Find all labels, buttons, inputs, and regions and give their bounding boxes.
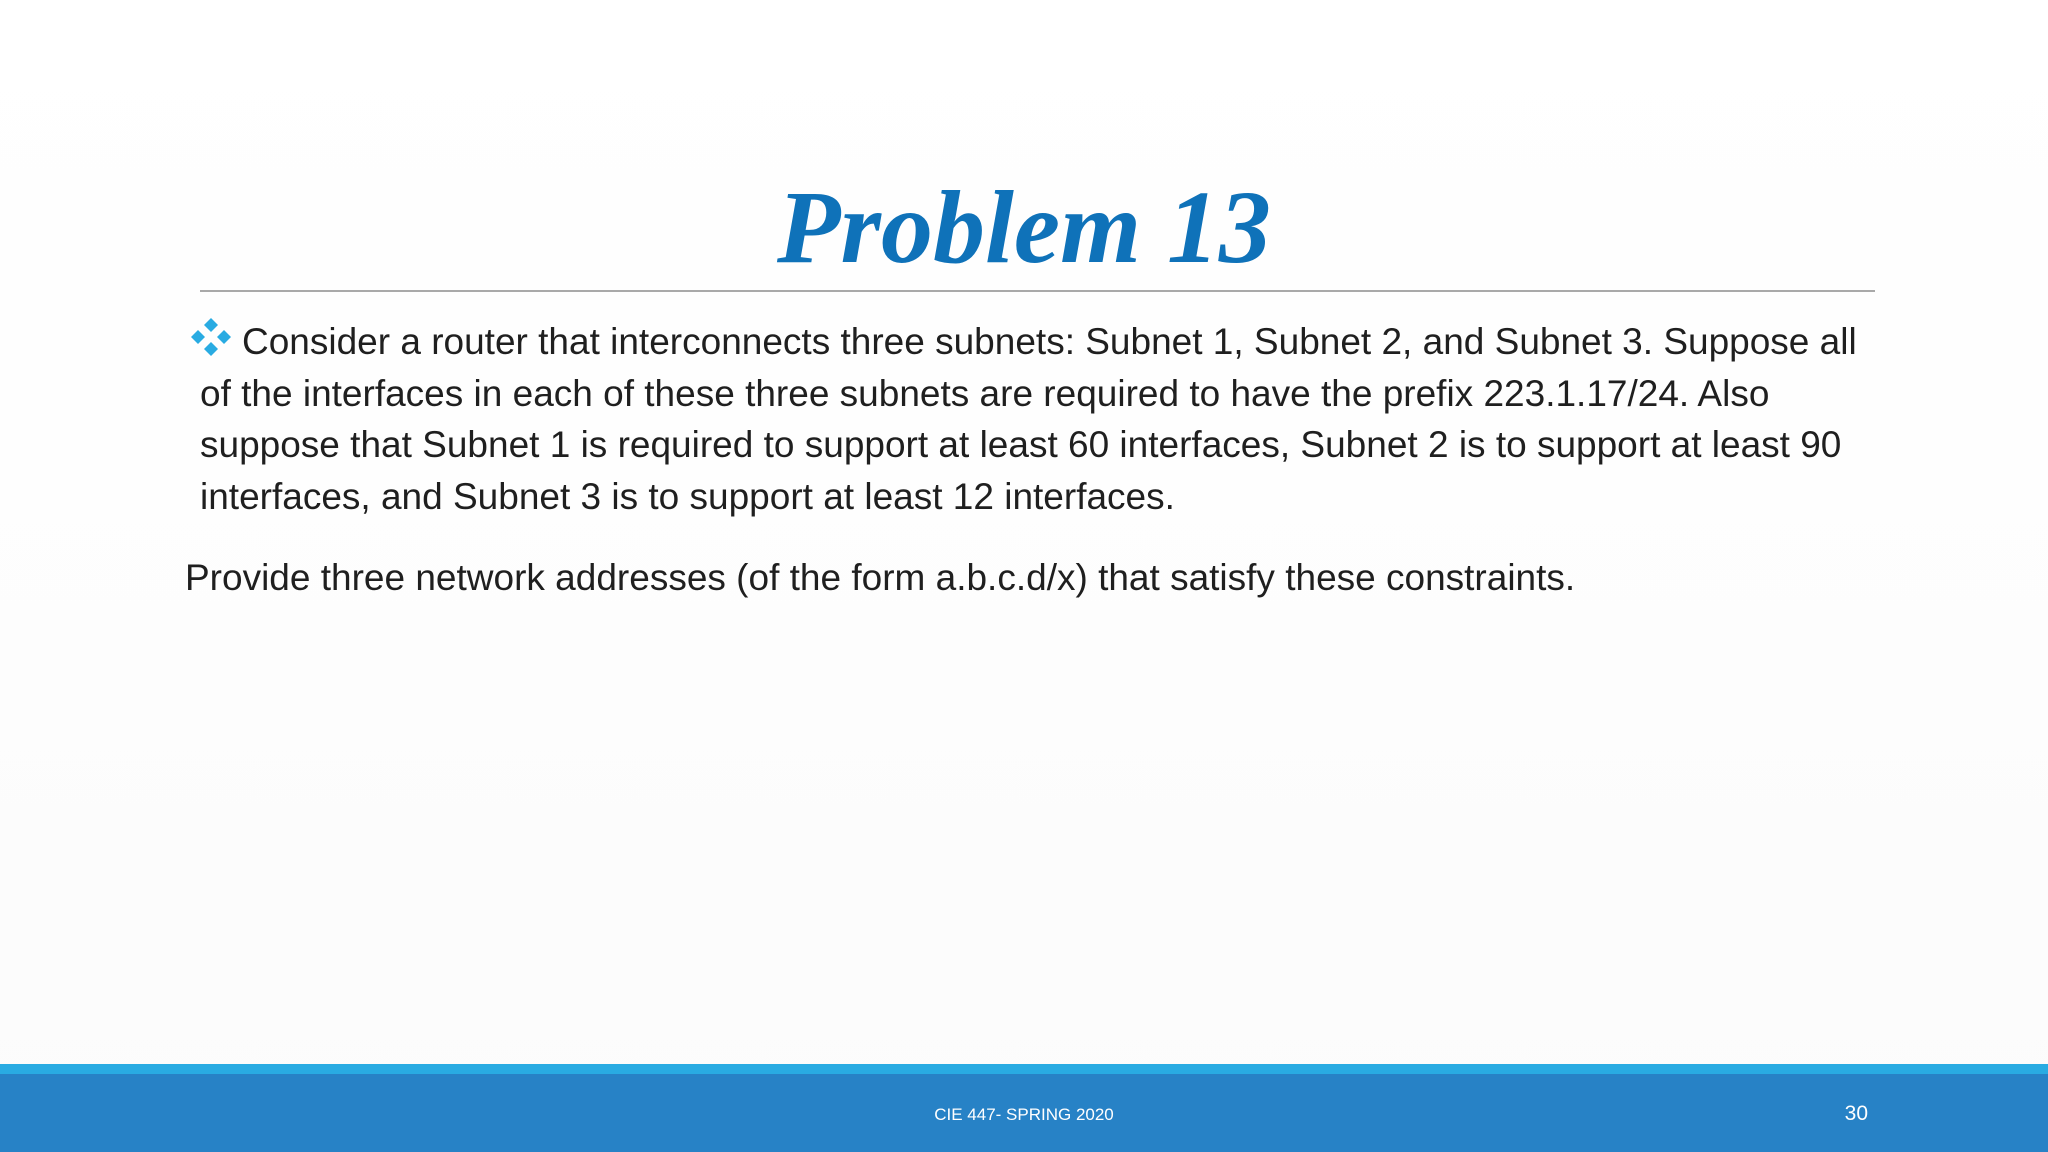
question-text: Provide three network addresses (of the form a.b.c.d/x) that satisfy these constraints. bbox=[185, 557, 1576, 598]
title-divider bbox=[200, 290, 1875, 292]
footer-accent-stripe bbox=[0, 1064, 2048, 1074]
bullet-text: Consider a router that interconnects three subnets: Subnet 1, Subnet 2, and Subnet 3. Suppose all of the interfaces in each of these three subnets are required to have the prefix 223.1.17/24. Also suppose that Subnet 1 is required to support at least 60 interfaces, Subnet 2 is to support at least 90 interfaces, and Subnet 3 is to support at least 12 interfaces. bbox=[200, 321, 1857, 517]
slide-title: Problem 13 bbox=[777, 170, 1271, 285]
footer-course-label: CIE 447- SPRING 2020 bbox=[934, 1105, 1114, 1124]
page-number: 30 bbox=[1844, 1102, 1868, 1125]
diamond-cluster-bullet-icon bbox=[186, 316, 236, 364]
bullet-paragraph bbox=[186, 316, 1886, 522]
